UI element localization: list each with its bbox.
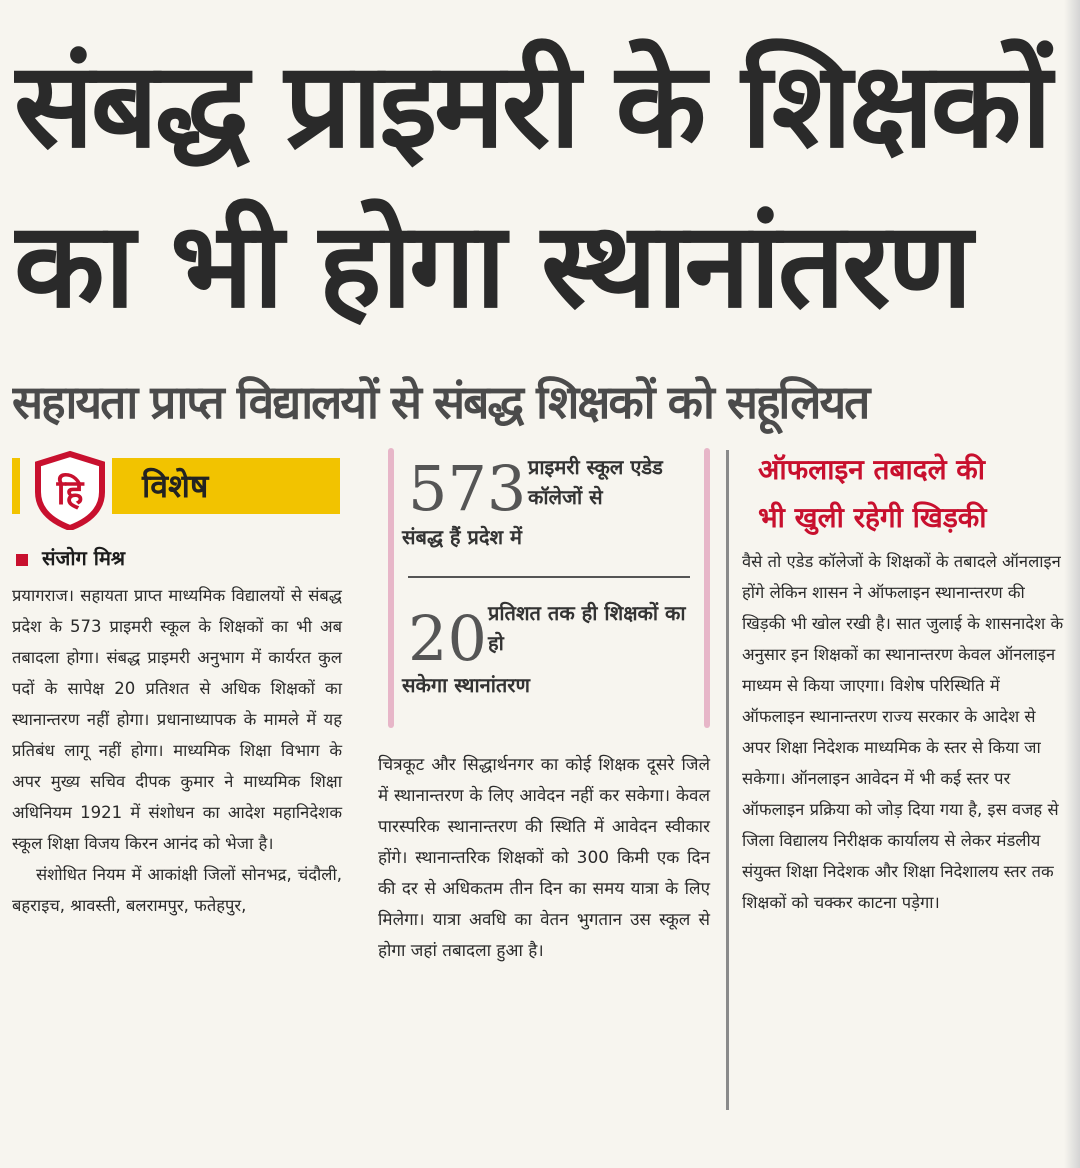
headline-line-2: का भी होगा स्थानांतरण [14,196,970,334]
sidebar-body: वैसे तो एडेड कॉलेजों के शिक्षकों के तबादले ऑनलाइन होंगे लेकिन शासन ने ऑफलाइन स्थानान्तरण की खिड़की भी खोल रखी है। सात जुलाई के शासनादेश के अनुसार इन शिक्षकों का स्थानान्तरण केवल ऑनलाइन माध्यम से किया जाएगा। विशेष परिस्थिति में ऑफलाइन स्थानान्तरण राज्य सरकार के आदेश से अपर शिक्षा निदेशक माध्यमिक के स्तर से किया जा सकेगा। ऑनलाइन आवेदन में भी कई स्तर पर ऑफलाइन प्रक्रिया को जोड़ दिया गया है, इस वजह से जिला विद्यालय निरीक्षक कार्यालय से लेकर मंडलीय संयुक्त शिक्षा निदेशक और शिक्षा निदेशालय स्तर तक शिक्षकों को चक्कर काटना पड़ेगा। [742,552,1064,912]
section-strip [12,450,340,520]
stat-label-2b: सकेगा स्थानांतरण [402,673,530,697]
sidebar-heading-line-1: ऑफलाइन तबादले की [758,453,986,486]
section-label-bg [112,458,340,514]
stat-number-573: 573 [408,452,527,525]
section-label: विशेष [142,467,209,505]
highlight-divider [408,576,690,578]
article-paragraph: प्रयागराज। सहायता प्राप्त माध्यमिक विद्यालयों से संबद्ध प्रदेश के 573 प्राइमरी स्कूल के शिक्षकों का भी अब तबादला होगा। संबद्ध प्राइमरी अनुभाग में कार्यरत कुल पदों के सापेक्ष 20 प्रतिशत से अधिक शिक्षकों का स्थानान्तरण नहीं होगा। प्रधानाध्यापक के मामले में यह प्रतिबंध लागू नहीं होगा। माध्यमिक शिक्षा विभाग के अपर मुख्य सचिव दीपक कुमार ने माध्यमिक शिक्षा अधिनियम 1921 में संशोधन का आदेश महानिदेशक स्कूल शिक्षा विजय किरन आनंद को भेजा है। [12,586,342,853]
section-accent-bar [12,458,20,514]
article-paragraph: चित्रकूट और सिद्धार्थनगर का कोई शिक्षक दूसरे जिले में स्थानान्तरण के लिए आवेदन नहीं कर सकेगा। केवल पारस्परिक स्थानान्तरण की स्थिति में आवेदन स्वीकार होंगे। स्थानान्तरिक शिक्षकों को 300 किमी एक दिन की दर से अधिकतम तीन दिन का समय यात्रा के लिए मिलेगा। यात्रा अवधि का वेतन भुगतान उस स्कूल से होगा जहां तबादला हुआ है। [378,755,710,961]
highlight-box [388,448,710,730]
logo-glyph: हि [56,473,84,513]
hindustan-logo-icon [30,450,110,530]
highlight-border-left [388,448,394,728]
sidebar-rule [726,450,729,1110]
subheadline: सहायता प्राप्त विद्यालयों से संबद्ध शिक्षकों को सहूलियत [12,375,869,429]
page-edge-shadow [1064,0,1080,1168]
headline-line-1: संबद्ध प्राइमरी के शिक्षकों [14,36,1049,174]
byline-author: संजोग मिश्र [42,546,126,570]
stat-label-1: प्राइमरी स्कूल एडेड कॉलेजों से [528,455,663,509]
article-column-2 [378,750,710,967]
stat-label-2: प्रतिशत तक ही शिक्षकों का हो [488,601,686,655]
highlight-border-right [704,448,710,728]
sidebar-box [742,450,1066,918]
article-paragraph: संशोधित नियम में आकांक्षी जिलों सोनभद्र, चंदौली, बहराइच, श्रावस्ती, बलरामपुर, फतेहपुर, [12,865,342,915]
article-column-1 [12,580,342,921]
byline [16,540,346,576]
byline-bullet-icon [16,554,28,566]
sidebar-heading-line-2: भी खुली रहेगी खिड़की [758,501,987,534]
stat-label-1b: संबद्ध हैं प्रदेश में [402,525,522,549]
stat-number-20: 20 [408,602,487,675]
